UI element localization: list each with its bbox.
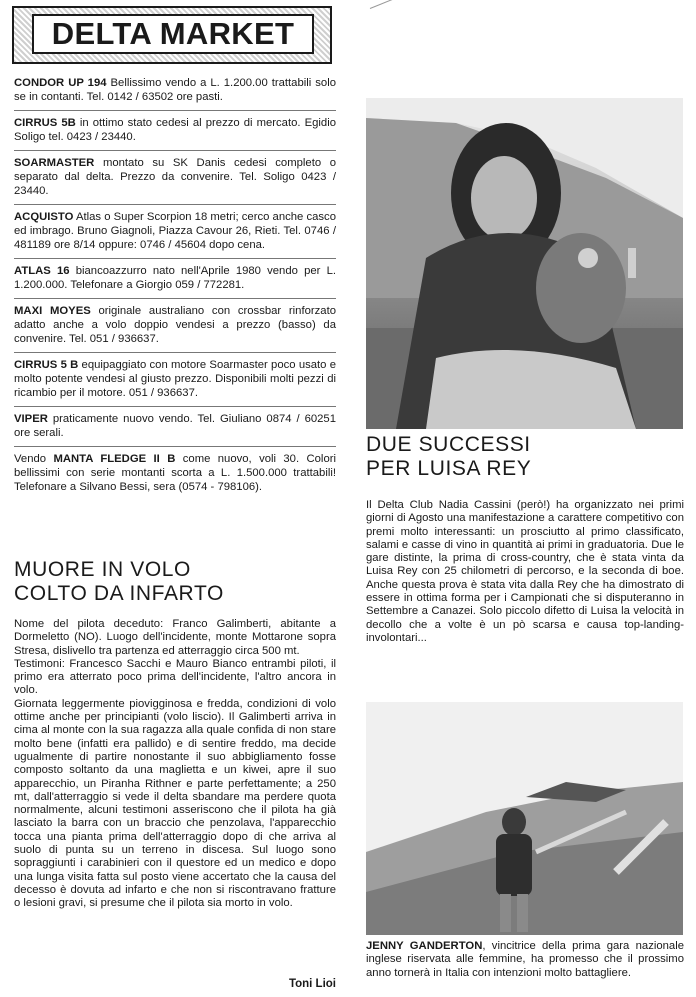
ad-item <box>14 407 336 447</box>
masthead-title: DELTA MARKET <box>51 16 295 51</box>
ad-item <box>14 205 336 259</box>
headline-line: COLTO DA INFARTO <box>14 582 224 605</box>
ad-item <box>14 299 336 353</box>
jenny-photo-illustration <box>366 702 683 935</box>
caption-text: , vincitrice della prima gara nazionale inglese riservata alle femmine, ha promesso che il prossimo anno tornerà in Italia con intenzioni molto battagliere. <box>366 940 684 979</box>
pilot-photo-illustration <box>366 98 683 429</box>
article-headline <box>14 558 336 606</box>
masthead <box>12 6 332 64</box>
article-paragraph: Nome del pilota deceduto: Franco Galimberti, abitante a Dormeletto (NO). Luogo dell'incidente, monte Mottarone sopra Stresa, dislivello tra partenza ed atterraggio circa 500 mt. <box>14 618 336 657</box>
ad-text: equipaggiato con motore Soarmaster poco usato e molto potente vendesi al giusto prezzo. Disponibili molti pezzi di ricambio per il motore. 051 / 936637. <box>14 359 336 399</box>
ad-item <box>14 151 336 205</box>
ad-text: biancoazzurro nato nell'Aprile 1980 vendo per L. 1.200.000. Telefonare a Giorgio 059 / 772281. <box>14 265 336 291</box>
headline-line: DUE SUCCESSI <box>366 433 531 456</box>
ad-text: come nuovo, voli 30. Colori bellissimi con serie montanti scorta a L. 1.500.000 trattabili! Telefonare a Silvano Bessi, sera (0574 - 798106). <box>14 453 336 493</box>
ad-item <box>14 447 336 500</box>
byline: Toni Lioi <box>288 978 336 990</box>
ad-text: montato su SK Danis cedesi completo o separato dal delta. Prezzo da convenire. Tel. Soligo 0423 / 23440. <box>14 157 336 197</box>
ad-text: Atlas o Super Scorpion 18 metri; cerco anche casco ed imbrago. Bruno Giagnoli, Piazza Cavour 26, Rieti. Tel. 0746 / 481189 ore 8/14 oppure: 0746 / 45604 dopo cena. <box>14 211 336 251</box>
ad-text: in ottimo stato cedesi al prezzo di mercato. Egidio Soligo tel. 0423 / 23440. <box>14 117 337 143</box>
ad-title: CONDOR UP 194 <box>14 77 107 89</box>
ad-title: MAXI MOYES <box>14 305 91 317</box>
article-paragraph: Testimoni: Francesco Sacchi e Mauro Bianco entrambi piloti, il primo era atterrato poco prima dell'incidente, l'altro ancora in volo. <box>14 657 336 697</box>
masthead-box <box>32 14 314 54</box>
ad-item <box>14 76 336 111</box>
headline-line: MUORE IN VOLO <box>14 558 191 581</box>
ad-item <box>14 111 336 151</box>
headline-line: PER LUISA REY <box>366 457 532 480</box>
ad-title: ACQUISTO <box>14 211 74 223</box>
ad-text: originale australiano con crossbar rinforzato adatto anche a volo doppio vendesi a prezzo (basso) da convenire. Tel. 051 / 936637. <box>14 305 336 345</box>
article-paragraph: Giornata leggermente piovigginosa e fredda, condizioni di volo ottime anche per principianti (volo liscio). Il Galimberti arriva in cima al monte con la sua ragazza alla quale confida di non stare molto bene (infatti era pallido) e di sentire freddo, ma decide ugualmente di partire nonostante il suo abbigliamento fosse composto soltanto da una maglietta e un kiwei, apre il suo apparecchio, un Piranha Rithner e parte perfettamente; a 250 mt, dall'atterraggio si vede il delta sbandare ma perdere quota normalmente, alcuni testimoni asseriscono che il pilota ha già lasciato la barra con un braccio che penzolava, l'apparecchio tocca una pianta prima dell'atterraggio dopo di che arriva al suolo di punta su un terreno in discesa. Sul luogo sono sopraggiunti i carabinieri con il questore ed un medico e dopo una lunga visita fatta sul posto viene accertato che la causa del decesso è dovuta ad infarto e che non si riscontravano fratture o lesioni gravi, si presume che il pilota sia morto in volo. <box>14 697 336 910</box>
ad-title: SOARMASTER <box>14 157 95 169</box>
ad-text: Bellissimo vendo a L. 1.200.00 trattabili solo se in contanti. Tel. 0142 / 63502 ore pasti. <box>14 77 336 103</box>
article-headline <box>366 433 684 481</box>
ad-item <box>14 259 336 299</box>
ad-title: VIPER <box>14 413 48 425</box>
ad-title: ATLAS 16 <box>14 265 70 277</box>
article-body <box>14 618 336 911</box>
caption-name: JENNY GANDERTON <box>366 940 483 952</box>
ad-prefix: Vendo <box>14 453 54 465</box>
article-body: Il Delta Club Nadia Cassini (però!) ha organizzato nei primi giorni di Agosto una manifestazione a carattere competitivo con premi molto interessanti: un prosciutto al primo classificato, salami e casse di vino in quantità ai primi in graduatoria. Due le gare distinte, la prima di cross-country, che è stata vinta da Luisa Rey con 25 chilometri di percorso, e la seconda di boe. Anche questa prova è stata vita dalla Rey che ha dimostrato di essere in ottima forma per i Campionati che si disputeranno in Settembre a Canazei. Solo piccolo difetto di Luisa la velocità in decollo che a volte è un pò scarsa e causa top-landing- involontari... <box>366 499 684 644</box>
ad-title: CIRRUS 5 B <box>14 359 79 371</box>
ad-item <box>14 353 336 407</box>
pilot-photo <box>366 98 683 429</box>
ad-title: CIRRUS 5B <box>14 117 76 129</box>
ad-text: praticamente nuovo vendo. Tel. Giuliano 0874 / 60251 ore serali. <box>14 413 336 439</box>
jenny-photo <box>366 702 683 935</box>
ad-title: MANTA FLEDGE II B <box>53 453 176 465</box>
classified-ads <box>14 76 336 500</box>
photo-caption <box>366 940 684 980</box>
decorative-line <box>370 0 443 9</box>
